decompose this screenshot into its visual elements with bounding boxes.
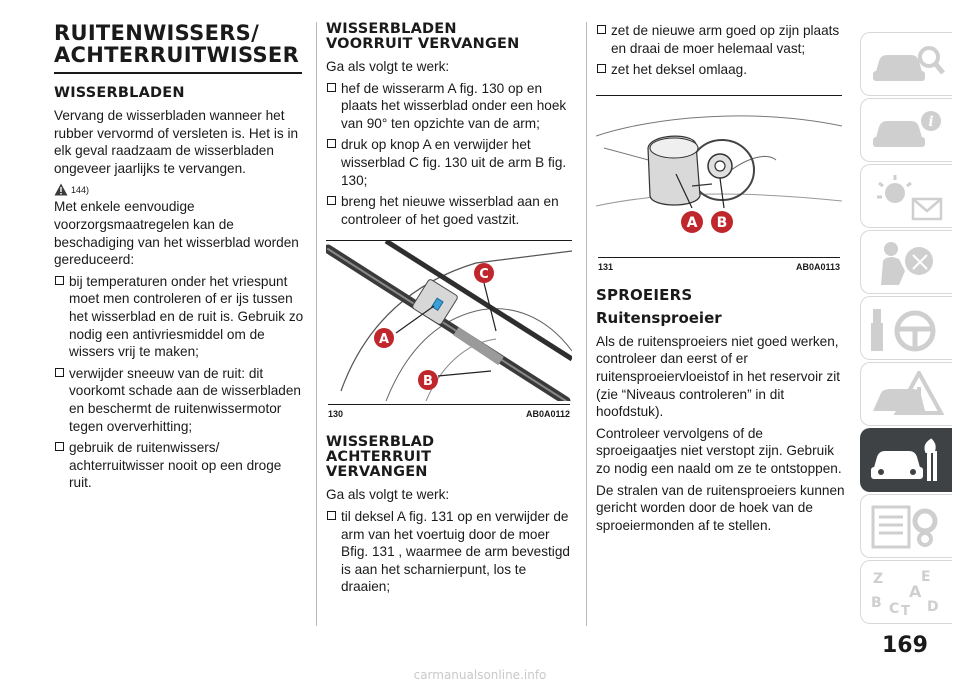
car-info-icon	[869, 107, 945, 155]
heading-line: WISSERBLAD	[326, 434, 435, 451]
paragraph-precautions: Met enkele eenvoudige voorzorgsmaatregelen kan de beschadiging van het wisserblad worden gereduceerd:	[54, 199, 299, 268]
figure-130	[326, 240, 572, 421]
tab-index-az[interactable]	[860, 560, 952, 624]
list-item: hef de wisserarm A fig. 130 op en plaats het wisserblad onder een hoek van 90° ten opzichte van de arm;	[326, 80, 576, 133]
tab-car-maintenance[interactable]	[860, 428, 952, 492]
list-item: til deksel A fig. 131 op en verwijder de arm van het voertuig door de moer Bfig. 131 , waarmee de arm bevestigd is aan het scharnierpunt, los te draaien;	[326, 508, 576, 596]
callout-b: B	[423, 374, 433, 390]
heading-line: VOORRUIT VERVANGEN	[326, 36, 520, 52]
list-item: gebruik de ruitenwissers/ achterruitwisser nooit op een droge ruit.	[54, 439, 304, 492]
heading-sproeiers: SPROEIERS	[596, 285, 693, 304]
heading-wisserbladen: WISSERBLADEN	[54, 85, 185, 101]
column-divider	[586, 22, 587, 626]
heading-voorruit-vervangen	[326, 22, 576, 52]
rear-wiper-illustration	[596, 96, 842, 256]
car-search-icon	[869, 41, 945, 89]
steps-list-front	[326, 80, 576, 229]
index-letter: T	[901, 604, 910, 617]
page-title-line1: RUITENWISSERS/	[54, 21, 260, 45]
page-title-line2: ACHTERRUITWISSER	[54, 43, 300, 67]
intro-steps: Ga als volgt te werk:	[326, 59, 450, 74]
index-letter: C	[889, 601, 900, 617]
tab-car-info[interactable]	[860, 98, 952, 162]
heading-line: VERVANGEN	[326, 464, 428, 481]
page-title	[54, 22, 304, 66]
figure-caption	[328, 404, 570, 421]
wiper-blade-illustration	[326, 241, 572, 401]
technical-data-icon	[869, 503, 945, 551]
paragraph-check-fluid: Als de ruitensproeiers niet goed werken, controleer dan eerst of er ruitensproeiervloeistof in het reservoir zit (zie “Niveaus controleren” in dit hoofdstuk).	[596, 333, 841, 420]
watermark: carmanualsonline.info	[413, 668, 547, 682]
tab-technical-data[interactable]	[860, 494, 952, 558]
callout-a: A	[378, 332, 390, 348]
list-item: verwijder sneeuw van de ruit: dit voorkomt schade aan de wisserbladen en beschermt de ruitenwissermotor tegen oververhitting;	[54, 365, 304, 435]
list-item: breng het nieuwe wisserblad aan en controleer of het goed vastzit.	[326, 193, 576, 228]
tab-dashboard-lights[interactable]	[860, 164, 952, 228]
intro-steps: Ga als volgt te werk:	[326, 487, 450, 503]
figure-131	[596, 95, 842, 274]
airbag-safety-icon	[869, 239, 945, 287]
steps-list-rear-continued	[596, 22, 846, 79]
warning-reference-number: 144)	[71, 184, 90, 195]
dashboard-lights-icon	[869, 173, 945, 221]
heading-line: WISSERBLADEN	[326, 21, 457, 37]
column-wisserbladen	[54, 22, 304, 496]
column-voorruit	[326, 22, 576, 600]
tab-steering-start[interactable]	[860, 296, 952, 360]
index-letter: A	[909, 582, 922, 601]
index-letter: E	[921, 569, 931, 585]
index-az-icon	[869, 569, 945, 617]
index-letter: B	[871, 595, 882, 611]
steps-list-rear	[326, 508, 576, 596]
callout-b: B	[716, 214, 728, 231]
tab-airbag-safety[interactable]	[860, 230, 952, 294]
figure-number: 131	[598, 261, 614, 272]
column-sproeiers	[596, 22, 846, 538]
tab-car-search[interactable]	[860, 32, 952, 96]
tab-warning-emergency[interactable]	[860, 362, 952, 426]
index-letter: D	[927, 599, 939, 615]
warning-reference	[54, 183, 304, 196]
figure-code: AB0A0113	[795, 261, 840, 272]
heading-achterruit-vervangen	[326, 435, 576, 480]
warning-triangle-icon	[54, 183, 68, 196]
page-number: 169	[882, 633, 928, 658]
list-item: bij temperaturen onder het vriespunt moet men controleren of er ijs tussen het wisserblad en de ruit is. Gebruik zo nodig een antivriesmiddel om de wissers vrij te maken;	[54, 273, 304, 361]
svg-text:i: i	[928, 114, 934, 130]
heading-line: ACHTERRUIT	[326, 449, 432, 466]
figure-number: 130	[328, 409, 344, 420]
callout-c: C	[479, 267, 489, 283]
car-maintenance-icon	[869, 437, 945, 485]
list-item: druk op knop A en verwijder het wisserblad C fig. 130 uit de arm B fig. 130;	[326, 136, 576, 189]
chapter-sidebar	[860, 0, 960, 686]
paragraph-nozzles: Controleer vervolgens of de sproeigaatjes niet verstopt zijn. Gebruik zo nodig een naald om ze te ontstoppen.	[596, 425, 842, 476]
index-letter: Z	[873, 571, 884, 587]
paragraph-replace-wipers: Vervang de wisserbladen wanneer het rubber vervormd of versleten is. Het is in elk geval raadzaam de wisserbladen ongeveer jaarlijks te vervangen.	[54, 108, 299, 176]
column-divider	[316, 22, 317, 626]
steering-start-icon	[869, 305, 945, 353]
subheading-ruitensproeier: Ruitensproeier	[596, 308, 722, 327]
callout-a: A	[686, 214, 698, 231]
figure-code: AB0A0112	[525, 409, 570, 420]
title-underline	[54, 72, 302, 74]
warning-emergency-icon	[869, 371, 945, 419]
list-item: zet de nieuwe arm goed op zijn plaats en draai de moer helemaal vast;	[596, 22, 846, 57]
list-item: zet het deksel omlaag.	[596, 61, 846, 79]
figure-caption	[598, 257, 840, 274]
paragraph-adjust-jets: De stralen van de ruitensproeiers kunnen gericht worden door de hoek van de sproeiermonden af te stellen.	[596, 482, 845, 533]
precautions-list	[54, 273, 304, 492]
